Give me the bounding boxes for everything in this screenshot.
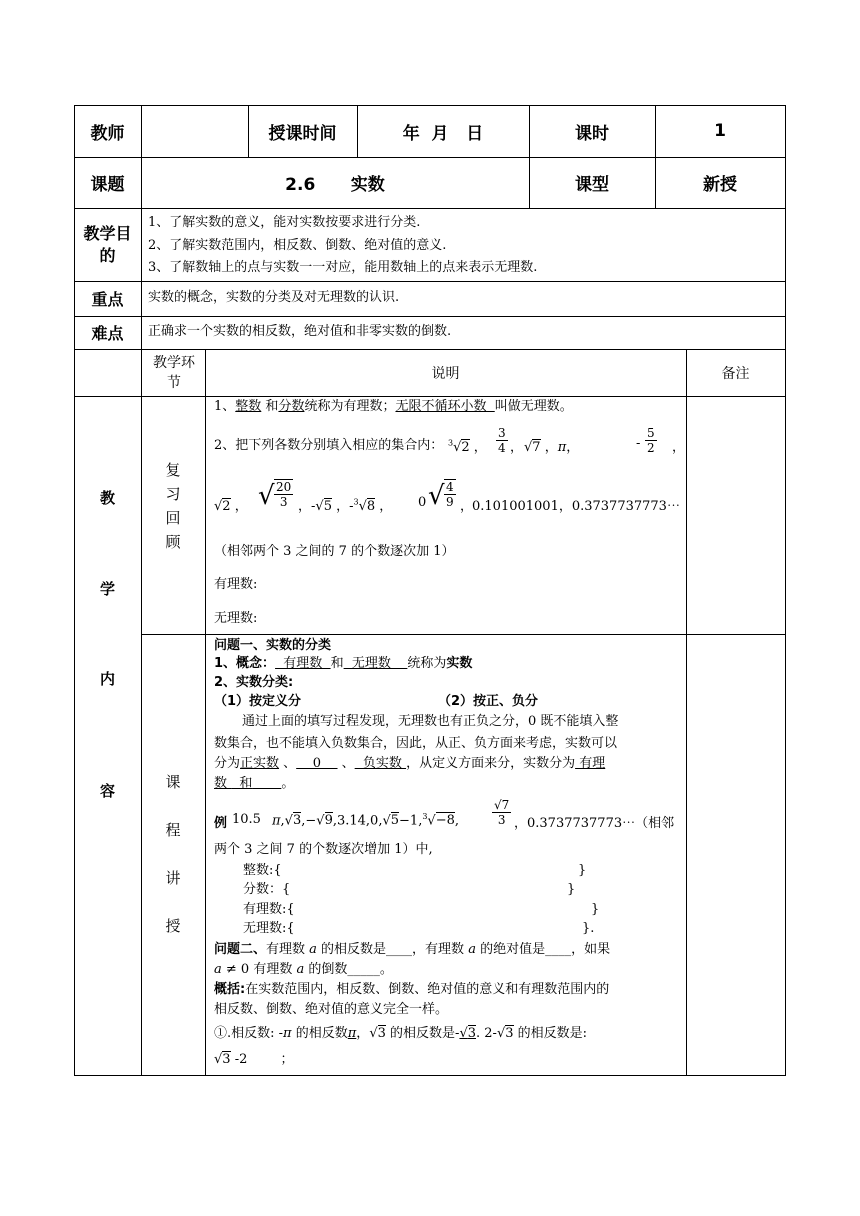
text: 。 (281, 776, 295, 791)
table-border-bottom (74, 1075, 786, 1076)
period-value: 1 (714, 121, 726, 141)
text: 分为 (214, 756, 241, 771)
stage-char: 复 (165, 461, 181, 479)
set-bracket: }. (582, 921, 595, 936)
difficulty-label: 难点 (91, 324, 124, 343)
text: ， (356, 1026, 370, 1041)
topic-value: 2.6 实数 (285, 175, 385, 195)
stage-char: 讲 (165, 869, 181, 887)
answer-blank: 无理数 (343, 656, 408, 671)
topic-label: 课题 (90, 175, 125, 195)
stage-char: 程 (165, 821, 181, 839)
remarks-column-header: 备注 (721, 365, 750, 382)
type-label: 课型 (575, 175, 609, 195)
text: 的相反数是____，有理数 (321, 942, 465, 957)
key-point-label: 重点 (91, 290, 124, 309)
math-number-list-1: $^3$√2 ， $\frac{3}{4}$ ， √7 ，π， - $\frac{5}{2}$ ， (448, 426, 686, 455)
math-number-list-2: √2 ， √ $\frac{20}{3}$ ，-√5 ，-$^3$√8 ， 0 √ $\frac{4}{9}$ ， 0.101001001，0.3737737773⋯ (214, 480, 680, 514)
text: 的相反数 (295, 1026, 348, 1041)
stage-char: 授 (165, 917, 181, 935)
answer-blank: 无限不循环小数 (395, 399, 495, 414)
rational-label: 有理数: (214, 577, 258, 592)
text: 、 (337, 756, 355, 771)
review-note: （相邻两个 3 之间的 7 的个数逐次加 1） (214, 544, 455, 559)
description-column-header: 说明 (431, 365, 460, 382)
type-value: 新授 (703, 175, 737, 195)
set-bracket: } (567, 882, 576, 897)
answer-blank: 正实数 (240, 756, 280, 771)
stage-char: 顾 (165, 533, 181, 551)
opposite-number-line-2: √3 -2 ； (214, 1052, 294, 1067)
period-label: 课时 (575, 123, 609, 144)
objective-1: 1、了解实数的意义，能对实数按要求进行分类. (148, 215, 421, 230)
answer-blank: 0 (296, 756, 338, 771)
text: 、 (279, 756, 297, 771)
objectives-label: 教学目的 (83, 223, 132, 265)
text: 1、概念： (214, 656, 276, 671)
text: . 2- (476, 1026, 497, 1041)
paragraph-line: 通过上面的填写过程发现，无理数也有正负之分，0 既不能填入整 (242, 714, 619, 729)
text: ，从定义方面来分，实数分为 (406, 756, 576, 771)
review-stage-label (141, 458, 205, 554)
col-divider (205, 349, 206, 1076)
text: 统称为有理数； (304, 399, 396, 414)
date-text: 年 月 日 (402, 123, 484, 144)
row-divider (141, 634, 786, 635)
lesson-stage-label (141, 758, 205, 950)
classification-label: 2、实数分类: (214, 675, 294, 690)
set-integers: 整数:{ (243, 863, 282, 878)
number-list-tail: 0.101001001，0.3737737773⋯ (472, 499, 680, 514)
paragraph-line (214, 775, 294, 793)
text: 的绝对值是____，如果 (480, 942, 611, 957)
irrational-label: 无理数: (214, 611, 258, 626)
concept-line (214, 655, 472, 673)
text: 的相反数是- (390, 1026, 460, 1041)
objective-2: 2、了解实数范围内，相反数、倒数、绝对值的意义. (148, 238, 447, 253)
set-bracket: } (578, 863, 587, 878)
text: 的倒数_____。 (308, 962, 393, 977)
question-2-line: 问题二、有理数 a 的相反数是____，有理数 a 的绝对值是____，如果 (214, 942, 611, 957)
text: 和 (261, 399, 279, 414)
section-char: 内 (99, 669, 115, 688)
table-border-right (785, 105, 786, 1076)
text: 有理数 (253, 962, 293, 977)
key-point-text: 实数的概念，实数的分类及对无理数的认识. (148, 290, 400, 305)
objective-3: 3、了解数轴上的点与实数一一对应，能用数轴上的点来表示无理数. (148, 260, 538, 275)
question-2-line-2: a ≠ 0 有理数 a 的倒数_____。 (214, 962, 393, 977)
answer-blank: 有理数 (275, 656, 331, 671)
row-divider (74, 208, 786, 209)
stage-char: 课 (165, 773, 181, 791)
stage-char: 习 (165, 485, 181, 503)
answer-blank: 分数 (278, 399, 305, 414)
text: 的相反数是: (517, 1026, 588, 1041)
time-label: 授课时间 (268, 123, 337, 144)
text: 和 (330, 656, 344, 671)
summary-line (214, 981, 609, 999)
text: 在实数范围内，相反数、倒数、绝对值的意义和有理数范围内的 (245, 982, 610, 997)
classification-by-sign: （2）按正、负分 (438, 694, 539, 709)
text: 叫做无理数。 (494, 399, 573, 414)
review-line-1 (214, 398, 573, 416)
text: 实数 (446, 656, 473, 671)
answer-blank: 有理 (575, 756, 606, 771)
set-bracket: } (591, 902, 600, 917)
answer-blank: 数 (214, 776, 232, 791)
section-char: 容 (99, 781, 115, 800)
stage-column-header: 教学环节 (153, 354, 195, 391)
set-rationals: 有理数:{ (243, 902, 295, 917)
teacher-label: 教师 (90, 123, 125, 144)
section-char: 教 (99, 488, 115, 507)
summary-label: 概括: (214, 982, 246, 997)
review-line-2: 2、把下列各数分别填入相应的集合内： (214, 438, 444, 453)
set-fractions: 分数：{ (243, 882, 291, 897)
text: ①.相反数: (214, 1026, 275, 1041)
paragraph-line (214, 755, 605, 773)
example-line: 例 10.5 π,√3,−√9,3.14,0,√5−1,$^3$√−8, $\frac{√7}{3}$ ，0.3737737773⋯（相邻 (214, 798, 675, 831)
question-2-title: 问题二、 (214, 942, 267, 957)
row-divider (74, 316, 786, 317)
set-irrationals: 无理数:{ (243, 921, 295, 936)
text: 统称为 (407, 656, 447, 671)
example-label: 例 (214, 816, 228, 831)
stage-char: 回 (165, 509, 181, 527)
answer-blank: 负实数 (354, 756, 407, 771)
summary-line-2: 相反数、倒数、绝对值的意义完全一样。 (214, 1002, 449, 1017)
difficulty-text: 正确求一个实数的相反数，绝对值和非零实数的倒数. (148, 324, 452, 339)
opposite-number-line: ①.相反数: -π 的相反数π，√3 的相反数是-√3. 2-√3 的相反数是: (214, 1026, 588, 1041)
answer-blank: 和 (231, 776, 253, 791)
answer-blank (252, 776, 281, 791)
row-divider (74, 281, 786, 282)
question-1-title: 问题一、实数的分类 (214, 638, 332, 653)
text: 1、 (214, 399, 236, 414)
classification-by-definition: （1）按定义分 (214, 694, 302, 709)
paragraph-line: 数集合，也不能填入负数集合，因此，从正、负方面来考虑，实数可以 (214, 736, 618, 751)
example-number: 10.5 (232, 812, 261, 827)
answer-blank: 整数 (235, 399, 262, 414)
row-divider (74, 396, 786, 397)
col-divider (686, 349, 687, 1076)
section-char: 学 (99, 579, 115, 598)
text: -2 ； (234, 1052, 294, 1067)
example-line-2: 两个 3 之间 7 的个数逐次增加 1）中, (214, 842, 433, 857)
text: 有理数 (266, 942, 306, 957)
example-tail: ，0.3737737773⋯（相邻 (514, 816, 675, 831)
